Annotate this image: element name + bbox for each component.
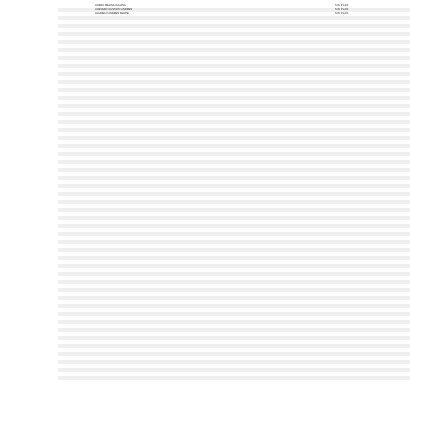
cell-plan: SIN PLAN: [335, 4, 349, 7]
cell-gap: [212, 380, 264, 384]
cell-plan: SIN PLAN: [334, 8, 410, 12]
roster-body: [58, 4, 410, 384]
table-row: [58, 380, 410, 384]
cell-plan: [334, 380, 410, 384]
cell-name: AGUDELO ANDRES FELIPE: [95, 12, 129, 15]
cell-code: [58, 380, 94, 384]
cell-plan: SIN PLAN: [335, 12, 349, 15]
student-roster-table: [58, 4, 410, 384]
cell-program: [264, 380, 334, 384]
cell-name: ACEVEDO GUSTAVO ANDRES: [94, 8, 212, 12]
cell-name: [94, 380, 212, 384]
cell-name: ACERO MELISA JULIANA: [95, 4, 126, 7]
